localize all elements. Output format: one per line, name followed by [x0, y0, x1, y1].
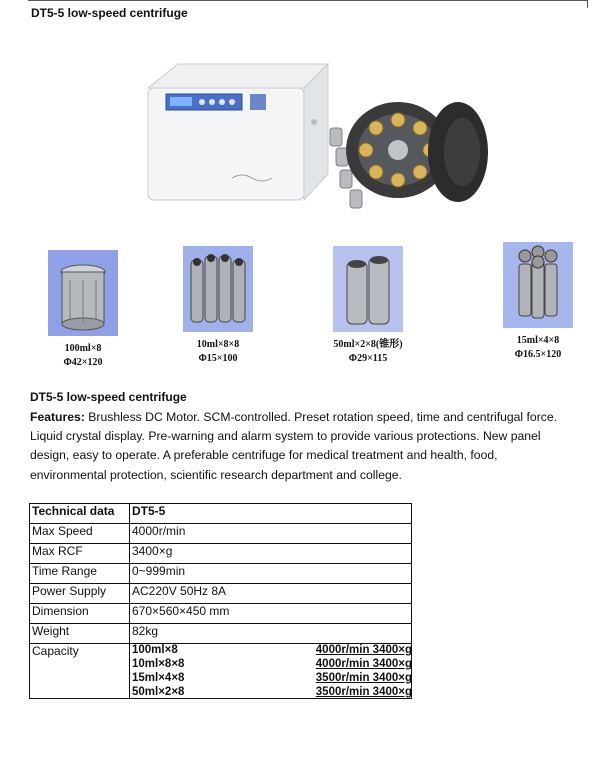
spec-label: Dimension: [30, 604, 130, 624]
centrifuge-product-image: [140, 50, 500, 220]
rotor-capacity: 50ml×2×8(锥形): [333, 339, 403, 350]
capacity-volume: 100ml×8: [132, 644, 178, 656]
rotor-capacity: 15ml×4×8: [516, 335, 560, 346]
spec-value: 4000r/min: [130, 524, 412, 544]
spec-value: 0~999min: [130, 564, 412, 584]
rotor-item: [318, 246, 418, 365]
rotor-capacity: 10ml×8×8: [196, 339, 240, 350]
capacity-row: [30, 644, 412, 699]
rotor-item: [33, 250, 133, 369]
capacity-volume: 50ml×2×8: [132, 686, 185, 698]
spec-label: Time Range: [30, 564, 130, 584]
rotor-tube-size: Φ16.5×120: [514, 349, 562, 360]
table-header-row: [30, 504, 412, 524]
rotor-tube-size: Φ29×115: [348, 353, 388, 364]
table-row: [30, 624, 412, 644]
table-row: [30, 604, 412, 624]
top-rule: [28, 0, 588, 1]
capacity-volume: 10ml×8×8: [132, 658, 185, 670]
capacity-speed: 4000r/min 3400×g: [315, 658, 412, 670]
rotor-item: [168, 246, 268, 365]
spec-value: 670×560×450 mm: [130, 604, 412, 624]
spec-label: Power Supply: [30, 584, 130, 604]
capacity-label: Capacity: [30, 644, 130, 699]
capacity-speed: 3500r/min 3400×g: [315, 686, 412, 698]
spec-value: AC220V 50Hz 8A: [130, 584, 412, 604]
rotor-adapter-image: [48, 250, 118, 336]
capacity-volume: 15ml×4×8: [132, 672, 185, 684]
rotor-adapter-image: [503, 242, 573, 328]
table-row: [30, 584, 412, 604]
rotor-tube-size: Φ42×120: [63, 357, 103, 368]
features-paragraph: [30, 408, 575, 485]
capacity-speed: 4000r/min 3400×g: [315, 644, 412, 656]
spec-label: Weight: [30, 624, 130, 644]
table-row: [30, 564, 412, 584]
spec-value: 3400×g: [130, 544, 412, 564]
technical-data-table: [29, 503, 412, 699]
section-title: DT5-5 low-speed centrifuge: [30, 390, 187, 404]
top-rule-corner: [587, 0, 588, 8]
table-row: [30, 544, 412, 564]
page-title: DT5-5 low-speed centrifuge: [31, 6, 188, 20]
capacity-speed: 3500r/min 3400×g: [315, 672, 412, 684]
spec-label: Max Speed: [30, 524, 130, 544]
rotor-item: [488, 242, 588, 361]
features-text: Brushless DC Motor. SCM-controlled. Preset rotation speed, time and centrifugal force. Liquid crystal display. Pre-warning and alarm system to provide various protections. New panel design, easy to operate. A preferable centrifuge for medical treatment and health, food, environmental protection, scientific research department and college.: [30, 410, 558, 482]
rotor-capacity: 100ml×8: [64, 343, 102, 354]
rotor-adapter-image: [183, 246, 253, 332]
rotor-adapter-image: [333, 246, 403, 332]
rotor-tube-size: Φ15×100: [198, 353, 238, 364]
capacity-values: [130, 644, 412, 699]
features-label: Features:: [30, 410, 85, 424]
spec-value: 82kg: [130, 624, 412, 644]
table-header-label: Technical data: [30, 504, 130, 524]
table-row: [30, 524, 412, 544]
spec-label: Max RCF: [30, 544, 130, 564]
table-header-model: DT5-5: [130, 504, 412, 524]
